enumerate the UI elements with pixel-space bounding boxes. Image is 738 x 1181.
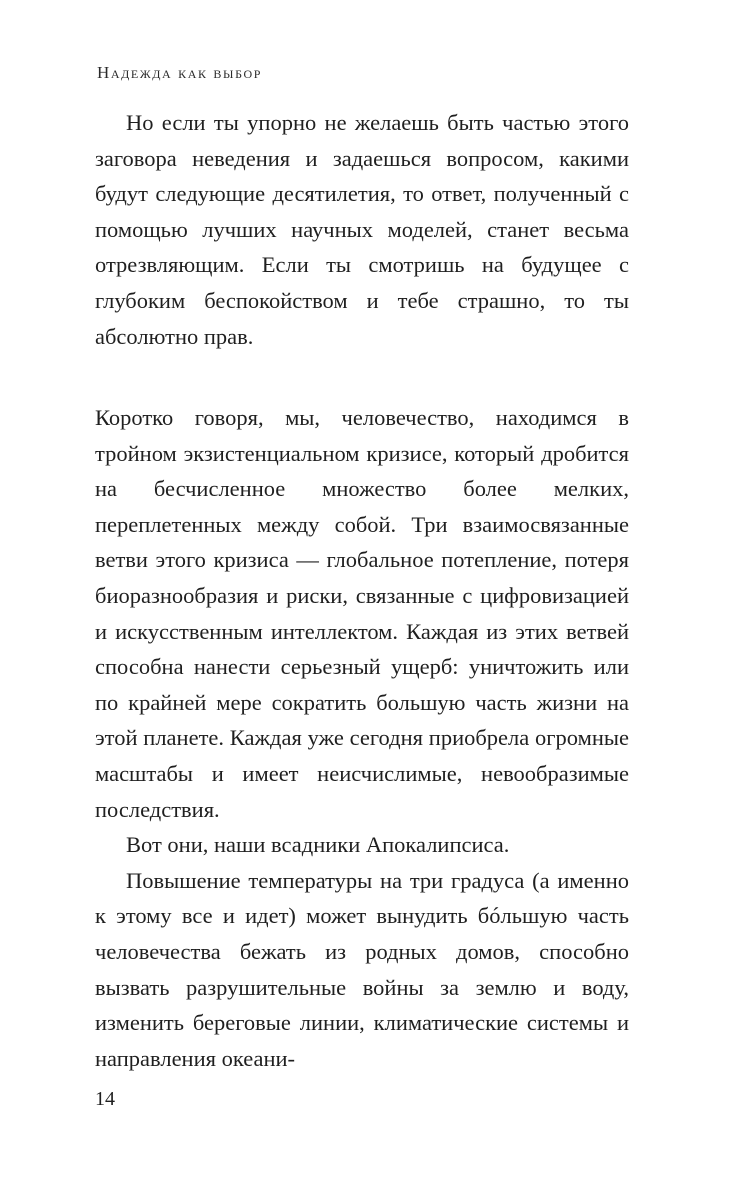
paragraph: Коротко говоря, мы, человечество, находимся в тройном экзистенциальном кризисе, который дробится на бесчисленное множество более мелких, переплетенных между собой. Три взаимосвязанные ветви этого кризиса — глобальное потепление, потеря биоразнообразия и риски, связанные с цифровизацией и искусственным интеллектом. Каждая из этих ветвей способна нанести серьезный ущерб: уничтожить или по крайней мере сократить большую часть жизни на этой планете. Каждая уже сегодня приобрела огромные масштабы и имеет неисчислимые, невообразимые последствия. <box>95 405 629 822</box>
paragraph: Вот они, наши всадники Апокалипсиса. <box>126 832 510 858</box>
paragraph: Но если ты упорно не желаешь быть частью этого заговора неведения и задаешься вопросом, какими будут следующие десятилетия, то ответ, полученный с помощью лучших научных моделей, станет весьма отрезвляющим. Если ты смотришь на будущее с глубоким беспокойством и тебе страшно, то ты абсолютно прав. <box>95 110 629 349</box>
running-header: Надежда как выбор <box>97 63 263 82</box>
main-section <box>95 400 629 1076</box>
paragraph: Повышение температуры на три градуса (а именно к этому все и идет) может вынудить бóльшую часть человечества бежать из родных домов, способно вызвать разрушительные войны за землю и воду, изменить береговые линии, климатические системы и направления океани- <box>95 867 629 1071</box>
page-number: 14 <box>95 1088 115 1110</box>
opening-section <box>95 105 629 354</box>
